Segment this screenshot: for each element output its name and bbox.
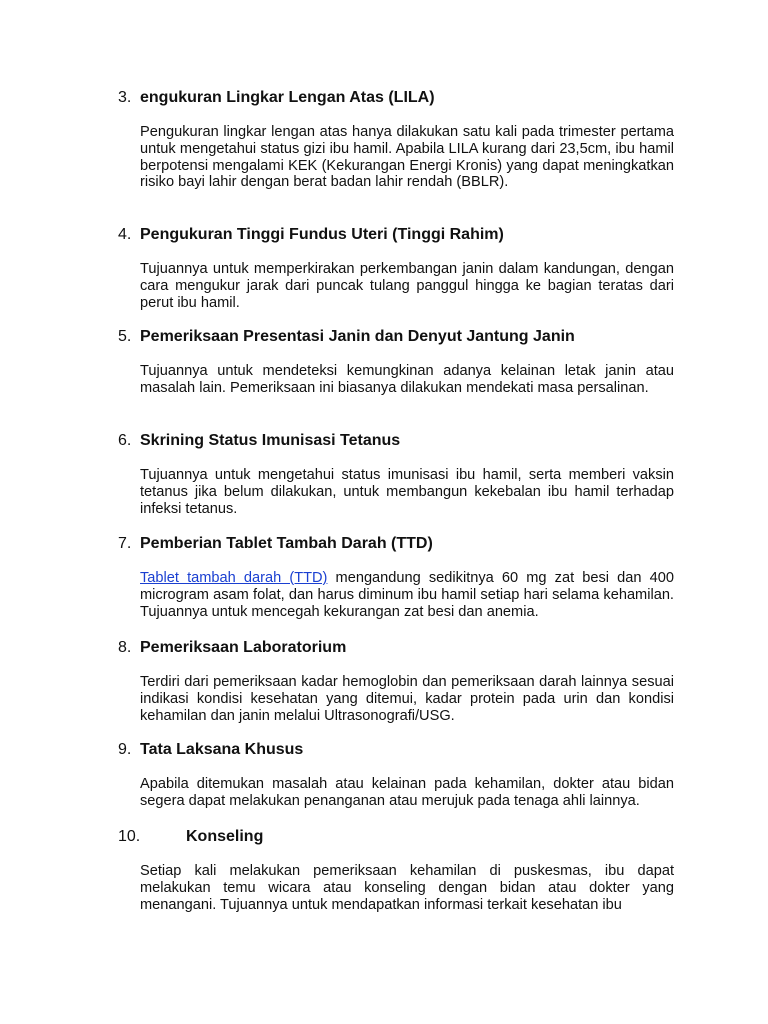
section-title: Pengukuran Tinggi Fundus Uteri (Tinggi Rahim) [140, 226, 504, 243]
section-number: 8. [118, 639, 132, 656]
section-body: Tujuannya untuk mendeteksi kemungkinan adanya kelainan letak janin atau masalah lain. Pemeriksaan ini biasanya dilakukan mendekati masa persalinan. [140, 363, 674, 396]
section-number: 7. [118, 535, 132, 552]
section-title: Skrining Status Imunisasi Tetanus [140, 432, 401, 449]
section-body: Setiap kali melakukan pemeriksaan kehamilan di puskesmas, ibu dapat melakukan temu wicara atau konseling dengan bidan atau dokter yang menangani. Tujuannya untuk mendapatkan informasi terkait kesehatan ibu [140, 863, 674, 913]
section-body-text: mengandung sedikitnya 60 mg zat besi dan 400 microgram asam folat, dan harus diminum ibu hamil setiap hari selama kehamilan. Tujuannya untuk mencegah kekurangan zat besi dan anemia. [140, 570, 674, 620]
section-body: Apabila ditemukan masalah atau kelainan pada kehamilan, dokter atau bidan segera dapat melakukan penanganan atau merujuk pada tenaga ahli lainnya. [140, 776, 674, 809]
section-body: Tujuannya untuk mengetahui status imunisasi ibu hamil, serta memberi vaksin tetanus jika belum dilakukan, untuk membangun kekebalan ibu hamil terhadap infeksi tetanus. [140, 467, 674, 517]
section-body: Pengukuran lingkar lengan atas hanya dilakukan satu kali pada trimester pertama untuk mengetahui status gizi ibu hamil. Apabila LILA kurang dari 23,5cm, ibu hamil berpotensi mengalami KEK (Kekurangan Energi Kronis) yang dapat meningkatkan risiko bayi lahir dengan berat badan lahir rendah (BBLR). [140, 124, 674, 191]
section-number: 4. [118, 226, 132, 243]
section-body [140, 570, 674, 620]
section-body: Terdiri dari pemeriksaan kadar hemoglobin dan pemeriksaan darah lainnya sesuai indikasi kondisi kesehatan yang ditemui, kadar protein pada urin dan kondisi kehamilan dan janin melalui Ultrasonografi/USG. [140, 674, 674, 724]
section-title: Pemeriksaan Laboratorium [140, 639, 347, 656]
section-number: 6. [118, 432, 132, 449]
section-number: 10. [118, 828, 141, 845]
section-body: Tujuannya untuk memperkirakan perkembangan janin dalam kandungan, dengan cara mengukur jarak dari puncak tulang panggul hingga ke bagian teratas dari perut ibu hamil. [140, 261, 674, 311]
section-title: Tata Laksana Khusus [140, 741, 304, 758]
section-title: Pemberian Tablet Tambah Darah (TTD) [140, 535, 433, 552]
section-title: Konseling [186, 828, 264, 845]
section-number: 5. [118, 328, 132, 345]
ttd-link[interactable]: Tablet tambah darah (TTD) [140, 570, 328, 586]
section-title: engukuran Lingkar Lengan Atas (LILA) [140, 89, 435, 106]
section-number: 9. [118, 741, 132, 758]
section-title: Pemeriksaan Presentasi Janin dan Denyut Jantung Janin [140, 328, 575, 345]
section-number: 3. [118, 89, 132, 106]
